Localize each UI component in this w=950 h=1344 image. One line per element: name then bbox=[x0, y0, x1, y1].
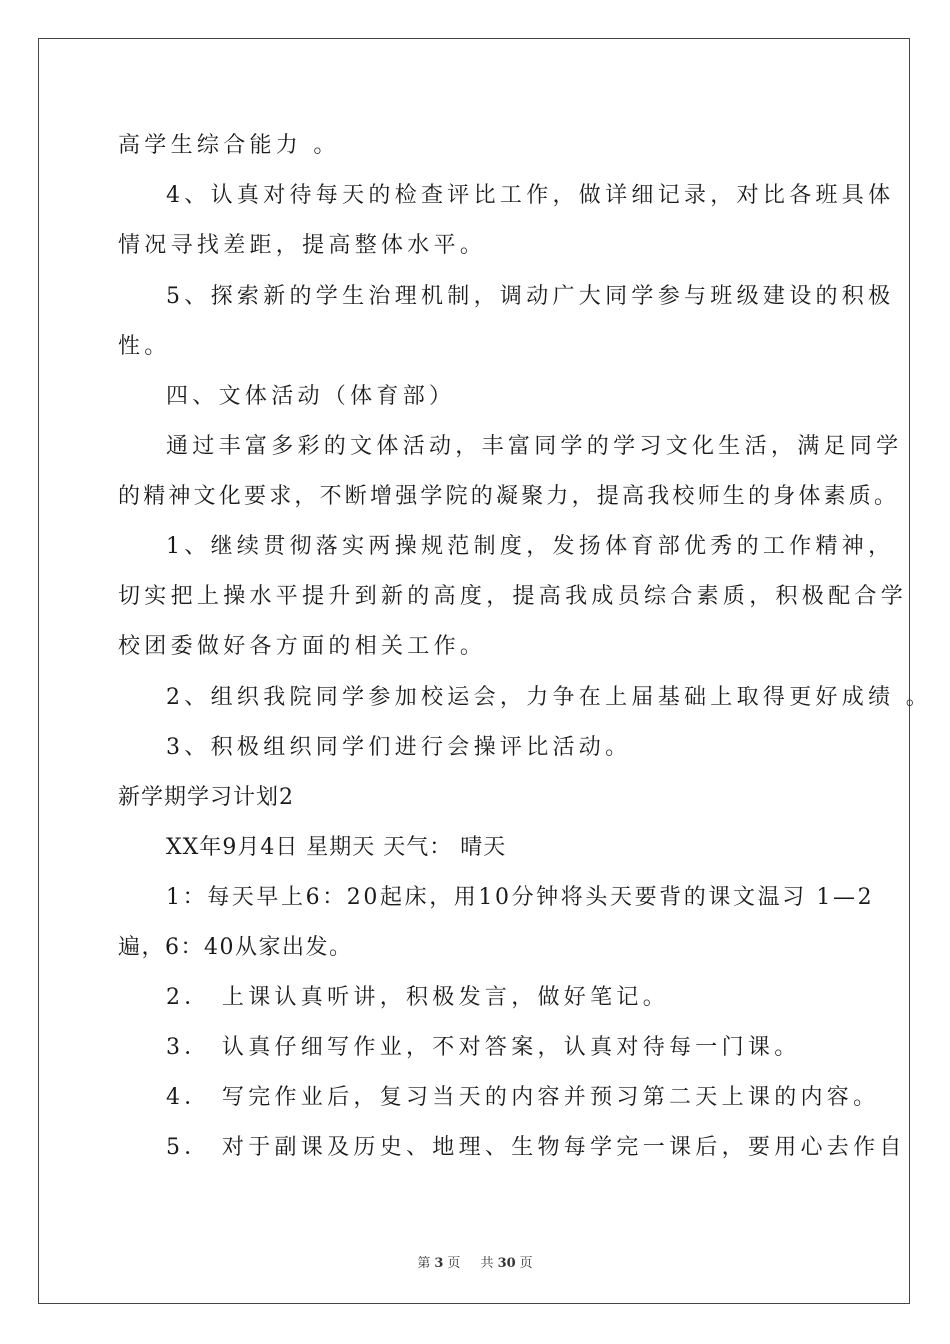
document-title: 新学期学习计划2 bbox=[118, 785, 294, 810]
paragraph-line: 4、认真对待每天的检查评比工作，做详细记录，对比各班具体 bbox=[166, 183, 895, 208]
paragraph-line: 2． 上课认真听讲，积极发言，做好笔记。 bbox=[166, 985, 669, 1010]
total-suffix: 页 bbox=[519, 1256, 533, 1271]
paragraph-line: 5、探索新的学生治理机制，调动广大同学参与班级建设的积极 bbox=[166, 284, 895, 309]
total-pages-number: 30 bbox=[497, 1256, 516, 1271]
paragraph-line: 1、继续贯彻落实两操规范制度，发扬体育部优秀的工作精神， bbox=[166, 534, 895, 559]
page-indicator bbox=[413, 1256, 464, 1271]
page-footer bbox=[0, 1252, 950, 1271]
section-heading: 四、文体活动（体育部） bbox=[166, 384, 456, 409]
paragraph-line: 的精神文化要求，不断增强学院的凝聚力，提高我校师生的身体素质。 bbox=[118, 484, 900, 509]
page-prefix: 第 bbox=[417, 1256, 431, 1271]
paragraph-line: 情况寻找差距，提高整体水平。 bbox=[118, 233, 487, 258]
date-weather-line: XX年9月4日 星期天 天气： 晴天 bbox=[166, 835, 507, 860]
total-pages-indicator bbox=[477, 1256, 537, 1271]
paragraph-line: 通过丰富多彩的文体活动，丰富同学的学习文化生活，满足同学 bbox=[166, 434, 903, 459]
paragraph-line: 切实把上操水平提升到新的高度，提高我成员综合素质，积极配合学 bbox=[118, 584, 908, 609]
paragraph-line: 校团委做好各方面的相关工作。 bbox=[118, 634, 487, 659]
paragraph-line: 遍，6：40从家出发。 bbox=[118, 935, 353, 960]
paragraph-line: 性。 bbox=[118, 334, 171, 359]
paragraph-line: 2、组织我院同学参加校运会，力争在上届基础上取得更好成绩 。 bbox=[166, 685, 932, 710]
paragraph-line: 5． 对于副课及历史、地理、生物每学完一课后，要用心去作自 bbox=[166, 1135, 906, 1160]
paragraph-line: 3． 认真仔细写作业，不对答案，认真对待每一门课。 bbox=[166, 1035, 801, 1060]
page-number: 3 bbox=[434, 1256, 444, 1271]
paragraph-line: 4． 写完作业后，复习当天的内容并预习第二天上课的内容。 bbox=[166, 1085, 880, 1110]
paragraph-line: 高学生综合能力 。 bbox=[118, 133, 340, 158]
paragraph-line: 1：每天早上6：20起床，用10分钟将头天要背的课文温习 1—2 bbox=[166, 885, 875, 910]
total-prefix: 共 bbox=[480, 1256, 494, 1271]
page-suffix: 页 bbox=[447, 1256, 461, 1271]
paragraph-line: 3、积极组织同学们进行会操评比活动。 bbox=[166, 735, 632, 760]
